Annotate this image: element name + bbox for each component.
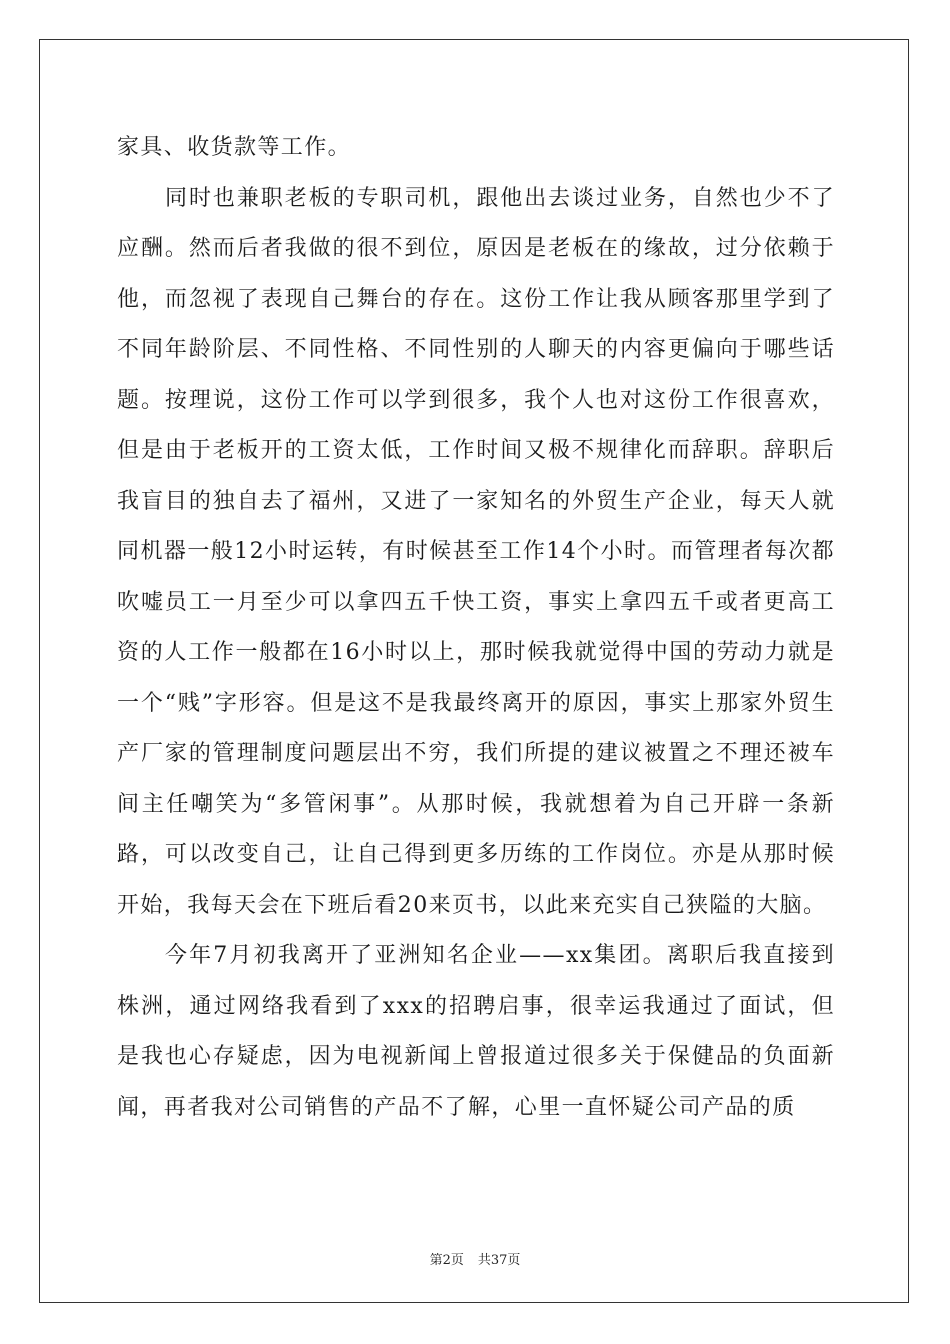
page-total: 共37页 xyxy=(477,1253,521,1268)
document-body xyxy=(117,123,835,1133)
paragraph-3: 今年7月初我离开了亚洲知名企业——xx集团。离职后我直接到株洲，通过网络我看到了xxx的招聘启事，很幸运我通过了面试，但是我也心存疑虑，因为电视新闻上曾报道过很多关于保健品的负面新闻，再者我对公司销售的产品不了解，心里一直怀疑公司产品的质 xyxy=(117,943,835,1120)
paragraph-1: 家具、收货款等工作。 xyxy=(117,135,352,160)
paragraph-2: 同时也兼职老板的专职司机，跟他出去谈过业务，自然也少不了应酬。然而后者我做的很不到位，原因是老板在的缘故，过分依赖于他，而忽视了表现自己舞台的存在。这份工作让我从顾客那里学到了不同年龄阶层、不同性格、不同性别的人聊天的内容更偏向于哪些话题。按理说，这份工作可以学到很多，我个人也对这份工作很喜欢，但是由于老板开的工资太低，工作时间又极不规律化而辞职。辞职后我盲目的独自去了福州，又进了一家知名的外贸生产企业，每天人就同机器一般12小时运转，有时候甚至工作14个小时。而管理者每次都吹嘘员工一月至少可以拿四五千快工资，事实上拿四五千或者更高工资的人工作一般都在16小时以上，那时候我就觉得中国的劳动力就是一个“贱”字形容。但是这不是我最终离开的原因，事实上那家外贸生产厂家的管理制度问题层出不穷，我们所提的建议被置之不理还被车间主任嘲笑为“多管闲事”。从那时候，我就想着为自己开辟一条新路，可以改变自己，让自己得到更多历练的工作岗位。亦是从那时候开始，我每天会在下班后看20来页书，以此来充实自己狭隘的大脑。 xyxy=(117,185,835,918)
page-number: 第2页 xyxy=(429,1253,464,1268)
page-footer xyxy=(0,1249,950,1268)
